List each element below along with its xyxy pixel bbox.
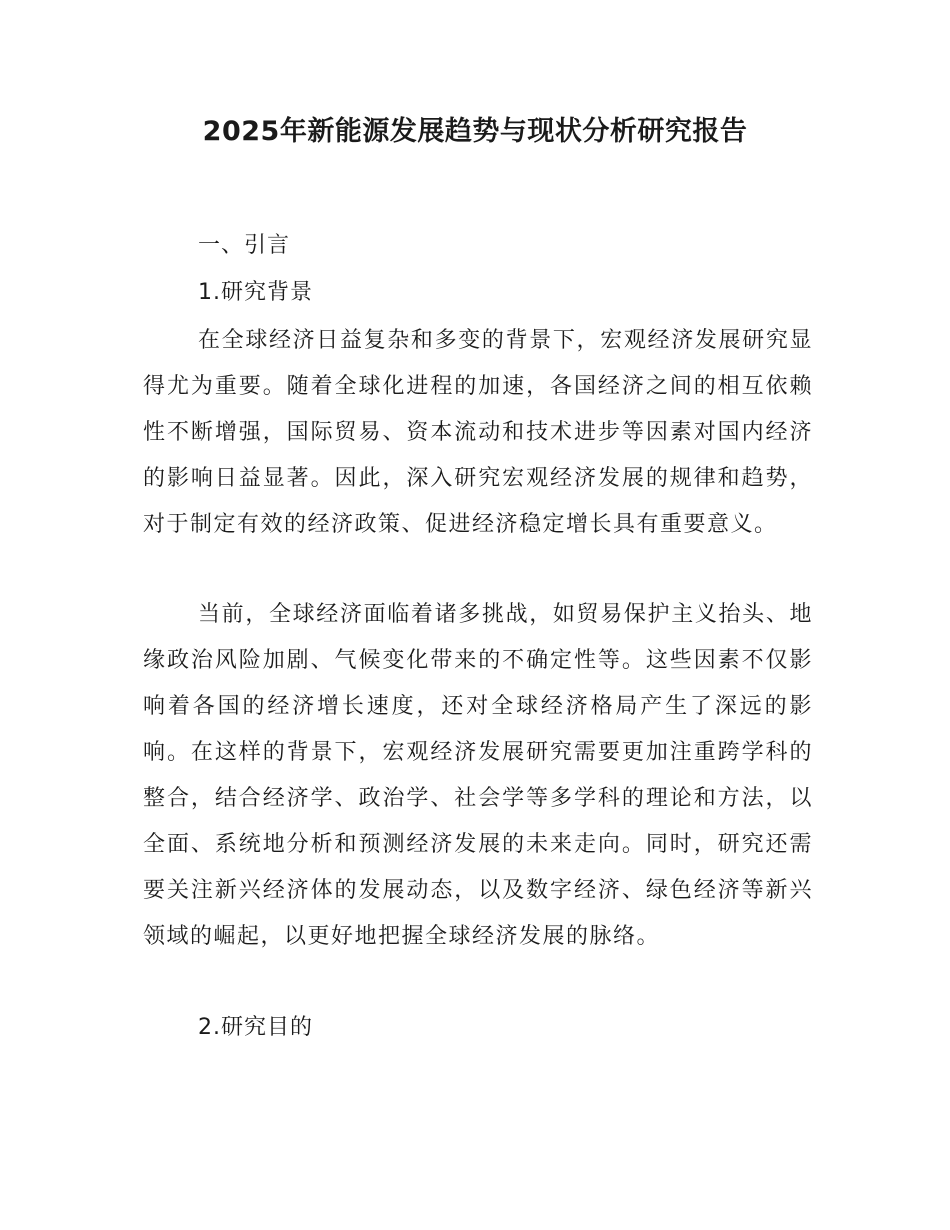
document-title: 2025年新能源发展趋势与现状分析研究报告 <box>202 116 748 147</box>
subsection-heading-purpose: 2.研究目的 <box>198 1015 313 1040</box>
section-heading-introduction: 一、引言 <box>198 233 291 258</box>
paragraph-background-2: 当前，全球经济面临着诸多挑战，如贸易保护主义抬头、地缘政治风险加剧、气候变化带来的不确定性等。这些因素不仅影响着各国的经济增长速度，还对全球经济格局产生了深远的影响。在这样的背景下，宏观经济发展研究需要更加注重跨学科的整合，结合经济学、政治学、社会学等多学科的理论和方法，以全面、系统地分析和预测经济发展的未来走向。同时，研究还需要关注新兴经济体的发展动态，以及数字经济、绿色经济等新兴领域的崛起，以更好地把握全球经济发展的脉络。 <box>143 602 813 949</box>
paragraph-background-1: 在全球经济日益复杂和多变的背景下，宏观经济发展研究显得尤为重要。随着全球化进程的加速，各国经济之间的相互依赖性不断增强，国际贸易、资本流动和技术进步等因素对国内经济的影响日益显著。因此，深入研究宏观经济发展的规律和趋势，对于制定有效的经济政策、促进经济稳定增长具有重要意义。 <box>143 328 813 537</box>
subsection-heading-background: 1.研究背景 <box>198 280 313 305</box>
